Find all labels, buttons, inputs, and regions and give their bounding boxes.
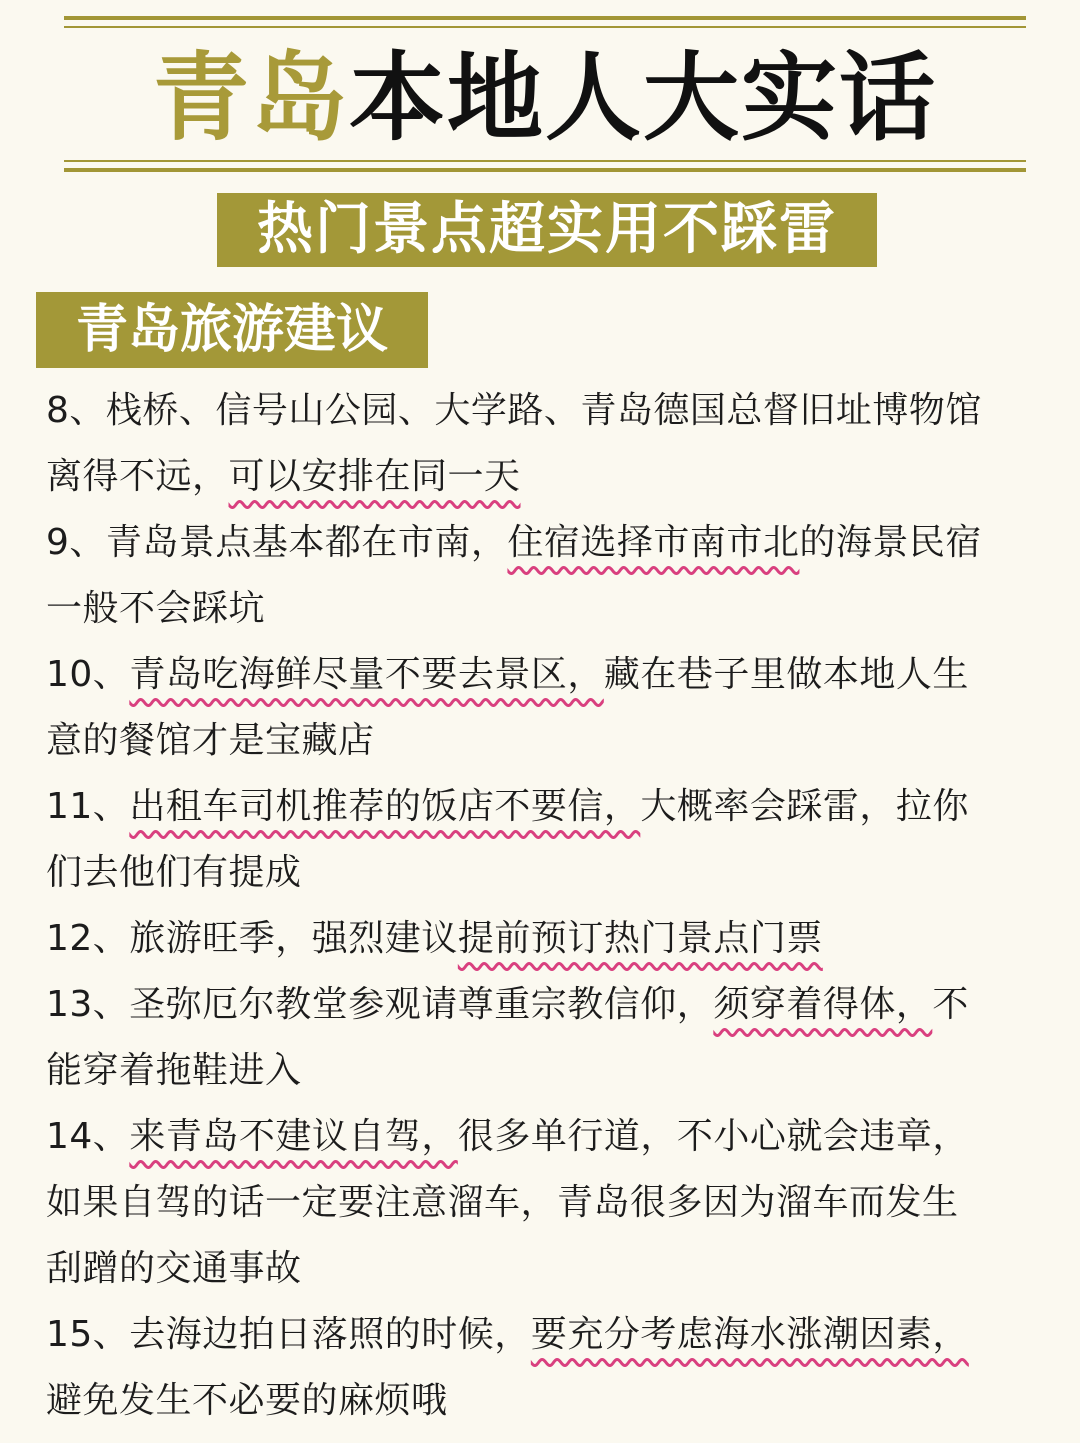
title-rule-top [64, 16, 1026, 20]
tip-11-line-2 [46, 840, 1046, 906]
tip-11-text-after: 大概率会踩雷，拉你 [640, 786, 969, 827]
title-rule-bottom-thin [64, 160, 1026, 162]
subtitle: 热门景点超实用不踩雷 [257, 197, 837, 262]
tip-9-line-1 [46, 510, 1046, 576]
tip-12-text: 12、旅游旺季，强烈建议 [46, 918, 458, 959]
tip-9-highlight: 住宿选择市南市北 [507, 522, 800, 563]
tip-10-highlight: 青岛吃海鲜尽量不要去景区， [129, 654, 604, 695]
tip-14-text-after: 很多单行道，不小心就会违章， [457, 1116, 969, 1157]
tip-15-line-2 [46, 1368, 1046, 1434]
tip-15-line-1 [46, 1302, 1046, 1368]
tip-13-text-after: 不 [932, 984, 969, 1025]
tip-10-line-1 [46, 642, 1046, 708]
tip-13-line-1 [46, 972, 1046, 1038]
tip-15-text-cont: 避免发生不必要的麻烦哦 [46, 1380, 448, 1421]
tip-9-text-cont: 一般不会踩坑 [46, 588, 266, 629]
section-title: 青岛旅游建议 [75, 300, 388, 360]
section-banner [36, 292, 428, 368]
tip-14-line-1 [46, 1104, 1046, 1170]
title-accent: 青岛 [153, 42, 349, 154]
tip-14-number: 14、 [46, 1116, 130, 1157]
tip-10-number: 10、 [46, 654, 130, 695]
tip-13-highlight: 须穿着得体， [713, 984, 933, 1025]
tips-list [46, 378, 1046, 1434]
tip-13-text: 13、圣弥厄尔教堂参观请尊重宗教信仰， [46, 984, 714, 1025]
tip-11-text-cont: 们去他们有提成 [46, 852, 302, 893]
tip-11-highlight: 出租车司机推荐的饭店不要信， [129, 786, 641, 827]
title-block [64, 16, 1026, 174]
title-rule-bottom [64, 168, 1026, 172]
tip-14-line-3 [46, 1236, 1046, 1302]
tip-9-text-after: 的海景民宿 [799, 522, 982, 563]
tip-11-number: 11、 [46, 786, 130, 827]
title-rule-top-thin [64, 26, 1026, 28]
tip-8-line-1 [46, 378, 1046, 444]
tip-10-line-2 [46, 708, 1046, 774]
tip-8-text: 8、栈桥、信号山公园、大学路、青岛德国总督旧址博物馆 [46, 390, 982, 431]
page-title [64, 40, 1026, 156]
tip-9-line-2 [46, 576, 1046, 642]
title-main: 本地人大实话 [349, 42, 937, 154]
tip-8-text-cont: 离得不远， [46, 456, 229, 497]
tip-14-text-end: 刮蹭的交通事故 [46, 1248, 302, 1289]
tip-15-highlight: 要充分考虑海水涨潮因素， [530, 1314, 969, 1355]
tip-14-highlight: 来青岛不建议自驾， [129, 1116, 458, 1157]
tip-12-line-1 [46, 906, 1046, 972]
tip-13-text-cont: 能穿着拖鞋进入 [46, 1050, 302, 1091]
tip-10-text-cont: 意的餐馆才是宝藏店 [46, 720, 375, 761]
subtitle-banner [217, 193, 877, 267]
tip-14-line-2 [46, 1170, 1046, 1236]
tip-8-highlight: 可以安排在同一天 [228, 456, 521, 497]
tip-9-text: 9、青岛景点基本都在市南， [46, 522, 508, 563]
tip-10-text-after: 藏在巷子里做本地人生 [603, 654, 969, 695]
tip-14-text-cont: 如果自驾的话一定要注意溜车，青岛很多因为溜车而发生 [46, 1182, 959, 1223]
tip-12-highlight: 提前预订热门景点门票 [457, 918, 823, 959]
tip-11-line-1 [46, 774, 1046, 840]
tip-13-line-2 [46, 1038, 1046, 1104]
tip-15-text: 15、去海边拍日落照的时候， [46, 1314, 531, 1355]
tip-8-line-2 [46, 444, 1046, 510]
